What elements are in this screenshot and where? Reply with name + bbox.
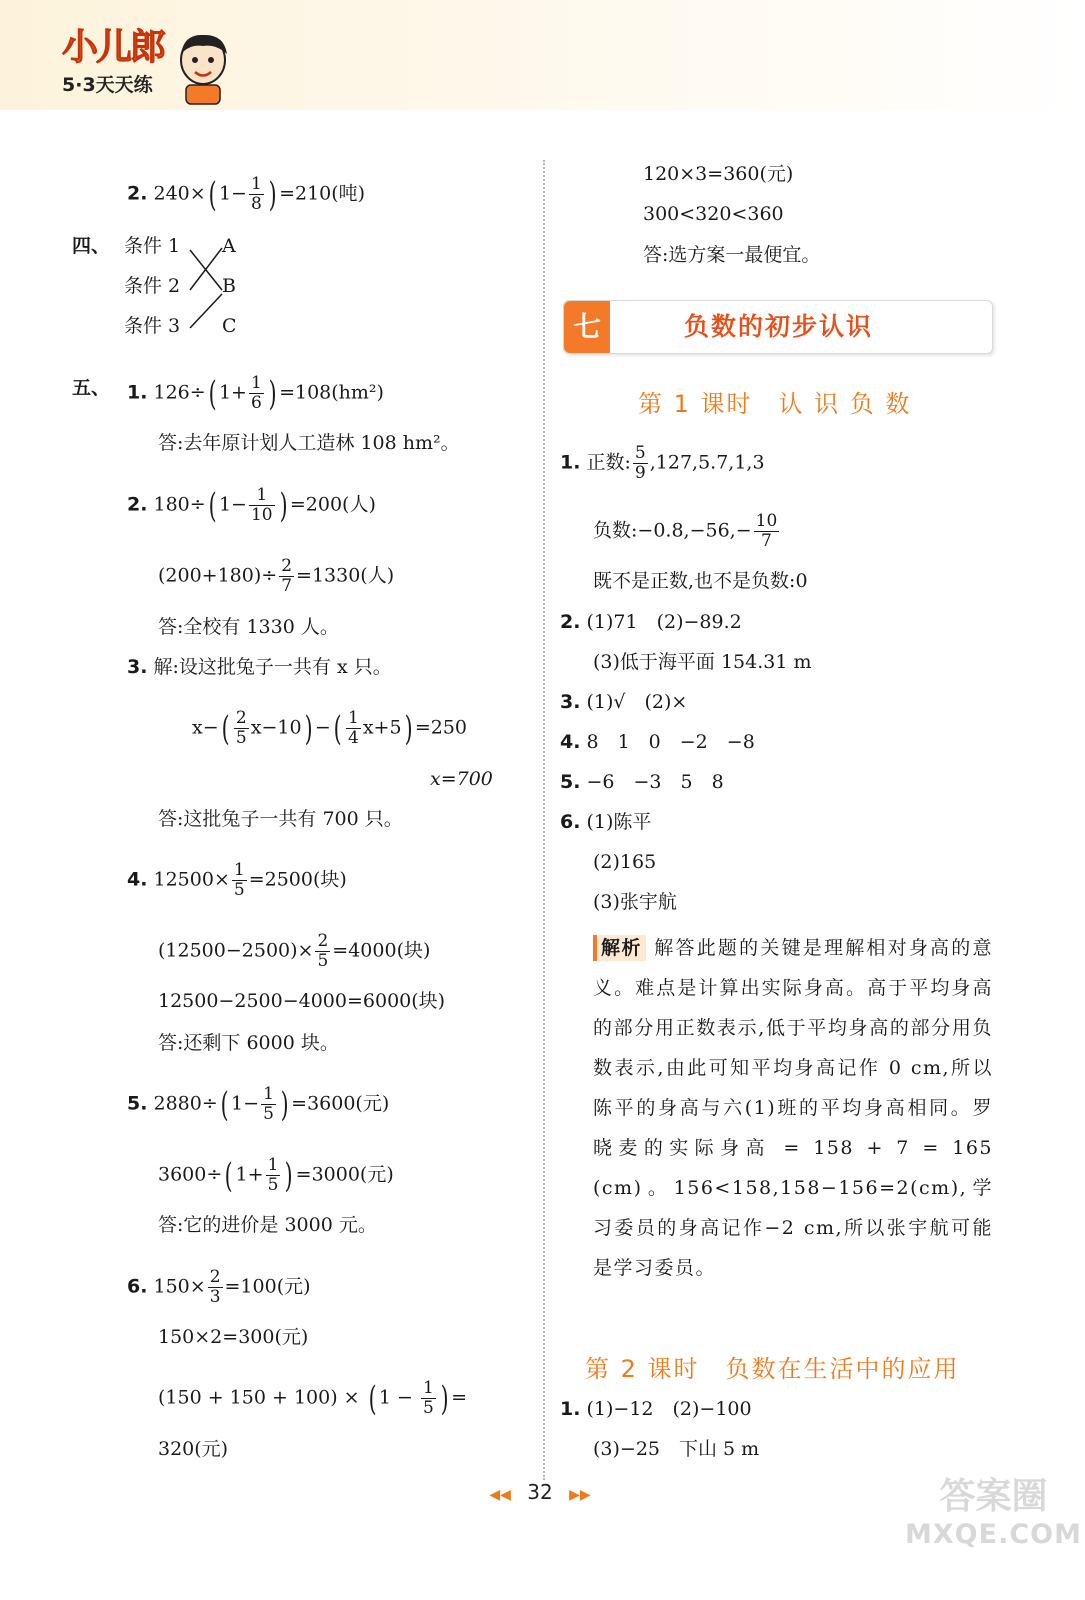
next-arrows-icon: ▶▶ <box>569 1487 591 1503</box>
fraction: $\frac{1}{6}$ <box>250 373 262 413</box>
fraction: $\frac{2}{5}$ <box>235 708 247 748</box>
answer-line: 3. (1)√ (2)× <box>560 691 688 713</box>
match-left-3: 条件 3 <box>124 315 181 337</box>
answer-line: 6. 150× $\frac{2}{3}$ =100(元) <box>127 1267 311 1307</box>
answer-line: 3600÷( 1+ $\frac{1}{5}$ ) =3000(元) <box>158 1155 394 1196</box>
answer-line: (2)165 <box>593 851 657 873</box>
answer-text: 答:去年原计划人工造林 108 hm²。 <box>158 432 460 454</box>
answer-line: 4. 8 1 0 −2 −8 <box>560 731 755 753</box>
answer-line: 300<320<360 <box>643 203 784 225</box>
fraction: $\frac{10}{7}$ <box>755 511 778 551</box>
mascot-icon <box>172 30 234 106</box>
page-number: 32 <box>527 1480 553 1504</box>
solution: x=700 <box>430 768 493 790</box>
answer-text: 答:选方案一最便宜。 <box>643 244 821 266</box>
section-title: 负数的初步认识 <box>684 312 874 341</box>
match-right-a: A <box>222 235 236 257</box>
answer-line: 12500−2500−4000=6000(块) <box>158 990 446 1012</box>
answer-line: 1. 正数: $\frac{5}{9}$ ,127,5.7,1,3 <box>560 443 765 483</box>
answer-line: 3. 解:设这批兔子一共有 x 只。 <box>127 656 392 678</box>
answer-line: 2. 240×( 1− $\frac{1}{8}$ ) =210(吨) <box>127 174 366 215</box>
logo-subtitle: 5·3天天练 <box>62 74 153 96</box>
answer-line: 2. 180÷( 1− $\frac{1}{10}$ ) =200(人) <box>127 485 376 526</box>
page-footer <box>470 1480 610 1504</box>
match-right-b: B <box>222 275 236 297</box>
section-label: 五、 <box>72 377 111 399</box>
prev-arrows-icon: ◀◀ <box>489 1487 511 1503</box>
analysis-text: 解答此题的关键是理解相对身高的意义。难点是计算出实际身高。高于平均身高的部分用正数表示,低于平均身高的部分用负数表示,由此可知平均身高记作 0 cm,所以陈平的身高与六(1)班的平均身高相同。罗晓麦的实际身高 = 158 + 7 = 165 (cm)。156<158,158−156=2(cm),学习委员的身高记作−2 cm,所以张宇航可能是学习委员。 <box>593 937 993 1279</box>
answer-line: 5. 2880÷( 1− $\frac{1}{5}$ ) =3600(元) <box>127 1084 390 1125</box>
answer-line: (12500−2500)× $\frac{2}{5}$ =4000(块) <box>158 931 431 971</box>
match-left-1: 条件 1 <box>124 235 181 257</box>
answer-line: 120×3=360(元) <box>643 163 794 185</box>
answer-line: 320(元) <box>158 1438 229 1460</box>
analysis-block <box>593 928 993 1288</box>
answer-line: 2. (1)71 (2)−89.2 <box>560 611 742 633</box>
section-badge: 七 <box>564 301 610 353</box>
fraction: $\frac{1}{5}$ <box>422 1378 434 1418</box>
fraction: $\frac{1}{10}$ <box>250 485 273 525</box>
matching-lines <box>186 236 226 336</box>
fraction: $\frac{1}{4}$ <box>348 708 359 748</box>
column-divider <box>543 160 545 1480</box>
fraction: $\frac{1}{5}$ <box>267 1155 279 1195</box>
fraction: $\frac{2}{7}$ <box>281 556 293 596</box>
answer-text: 答:还剩下 6000 块。 <box>158 1032 339 1054</box>
answer-line: (3)−25 下山 5 m <box>593 1438 760 1460</box>
match-left-2: 条件 2 <box>124 275 181 297</box>
fraction: $\frac{1}{5}$ <box>233 860 245 900</box>
answer-line: 1. (1)−12 (2)−100 <box>560 1398 752 1420</box>
answer-line: 既不是正数,也不是负数:0 <box>593 570 808 592</box>
answer-text: 答:这批兔子一共有 700 只。 <box>158 808 403 830</box>
answer-line: (200+180)÷ $\frac{2}{7}$ =1330(人) <box>158 556 395 596</box>
lesson-title: 第 2 课时 负数在生活中的应用 <box>585 1355 960 1383</box>
answer-line: (150 + 150 + 100) × ( 1 − $\frac{1}{5}$ ) = <box>158 1378 467 1419</box>
answer-text: 答:全校有 1330 人。 <box>158 616 339 638</box>
fraction: $\frac{2}{3}$ <box>209 1267 221 1307</box>
match-right-c: C <box>222 315 237 337</box>
answer-line: 1. 126÷( 1+ $\frac{1}{6}$ ) =108(hm²) <box>127 373 384 414</box>
answer-line: 4. 12500× $\frac{1}{5}$ =2500(块) <box>127 860 347 900</box>
logo <box>62 27 165 97</box>
section-label: 四、 <box>72 235 111 257</box>
answer-line: 150×2=300(元) <box>158 1326 309 1348</box>
answer-line: 5. −6 −3 5 8 <box>560 771 724 793</box>
answer-line: (3)低于海平面 154.31 m <box>593 651 812 673</box>
equation: x−( $\frac{2}{5}$ x−10) −( $\frac{1}{4}$ x+5) =250 <box>192 708 468 749</box>
fraction: $\frac{5}{9}$ <box>634 443 646 483</box>
watermark: 答案圈 MXQE.COM <box>905 1476 1082 1550</box>
logo-title: 小儿郎 <box>62 27 165 68</box>
answer-line: 负数:−0.8,−56,− $\frac{10}{7}$ <box>593 511 778 551</box>
fraction: $\frac{1}{5}$ <box>263 1084 274 1124</box>
fraction: $\frac{2}{5}$ <box>317 931 329 971</box>
fraction: $\frac{1}{8}$ <box>250 174 262 214</box>
answer-line: 6. (1)陈平 <box>560 811 652 833</box>
answer-line: (3)张宇航 <box>593 891 677 913</box>
answer-text: 答:它的进价是 3000 元。 <box>158 1214 377 1236</box>
lesson-title: 第 1 课时 认 识 负 数 <box>638 390 912 418</box>
section-header <box>563 300 993 354</box>
analysis-tag: 解析 <box>593 935 646 961</box>
